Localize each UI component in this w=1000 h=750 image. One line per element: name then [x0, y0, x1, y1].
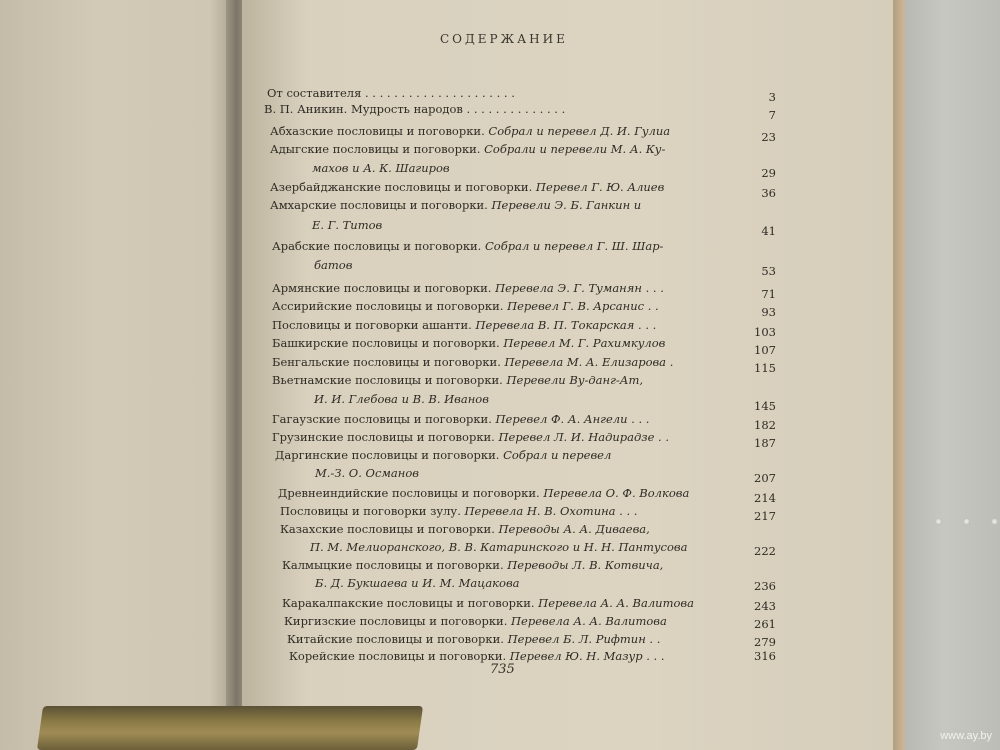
toc-entry-translator: Б. Д. Букшаева и И. М. Мацакова [315, 576, 520, 590]
toc-entry [280, 504, 637, 518]
toc-entry [315, 576, 520, 590]
toc-entry-translator: Перевела Э. Г. Туманян . . . [495, 281, 664, 295]
toc-entry [289, 649, 665, 663]
toc-entry-title: Казахские пословицы и поговорки. [280, 522, 499, 536]
toc-entry [272, 355, 673, 369]
toc-entry-translator: Переводы Л. В. Котвича, [507, 558, 664, 572]
toc-entry-title: Пословицы и поговорки ашанти. [272, 318, 476, 332]
toc-entry [275, 448, 611, 462]
toc-entry-translator: Перевели Ву-данг-Ат, [506, 373, 644, 387]
toc-entry [270, 124, 670, 138]
toc-entry-translator: Перевел Б. Л. Рифтин . . [507, 632, 661, 646]
toc-entry-translator: Собрал и перевел Г. Ш. Шар- [485, 239, 664, 253]
toc-page-number: 207 [754, 471, 776, 485]
toc-entry-translator: Перевела Н. В. Охотина . . . [464, 504, 638, 518]
toc-entry-title: Абхазские пословицы и поговорки. [270, 124, 489, 138]
toc-entry [272, 318, 656, 332]
toc-entry-title: Калмыцкие пословицы и поговорки. [282, 558, 508, 572]
toc-entry-title: Ассирийские пословицы и поговорки. [272, 299, 508, 313]
toc-entry [272, 336, 665, 350]
toc-entry-translator: Перевел Г. В. Арсанис . . [507, 299, 659, 313]
toc-page-number: 3 [768, 90, 776, 104]
toc-page-number: 7 [768, 108, 776, 122]
toc-entry-title: От составителя . . . . . . . . . . . . . . . . . . . . . [267, 86, 515, 100]
toc-entry-translator: Перевел Л. И. Надирадзе . . [498, 430, 669, 444]
toc-entry-translator: Перевела А. А. Валитова [538, 596, 694, 610]
toc-page-number: 182 [754, 418, 776, 432]
toc-page-number: 107 [754, 343, 776, 357]
toc-page-number: 187 [754, 436, 776, 450]
toc-entry-translator: П. М. Мелиоранского, В. В. Катаринского и Н. Н. Пантусова [310, 540, 688, 554]
toc-entry [314, 258, 352, 272]
page-title: СОДЕРЖАНИЕ [440, 32, 568, 46]
toc-entry-title: Грузинские пословицы и поговорки. [272, 430, 499, 444]
toc-entry-translator: Перевела В. П. Токарская . . . [475, 318, 657, 332]
toc-entry-title: Вьетнамские пословицы и поговорки. [272, 373, 507, 387]
toc-entry-translator: Перевела М. А. Елизарова . [504, 355, 674, 369]
toc-entry [272, 412, 649, 426]
toc-entry [287, 632, 660, 646]
toc-page-number: 71 [761, 287, 776, 301]
toc-entry [280, 522, 650, 536]
toc-entry-translator: Собрал и перевел [503, 448, 612, 462]
toc-entry-translator: И. И. Глебова и В. В. Иванов [314, 392, 489, 406]
toc-entry-title: Армянские пословицы и поговорки. [272, 281, 496, 295]
toc-entry [278, 486, 689, 500]
toc-entry-title: Арабские пословицы и поговорки. [272, 239, 485, 253]
toc-page-number: 145 [754, 399, 776, 413]
toc-entry [270, 198, 641, 212]
toc-entry-translator: Перевел Ф. А. Ангели . . . [495, 412, 650, 426]
toc-entry [267, 86, 515, 100]
toc-entry-title: Древнеиндийские пословицы и поговорки. [278, 486, 544, 500]
watermark: www.ay.by [940, 730, 992, 742]
toc-page-number: 41 [761, 224, 776, 238]
toc-entry-translator: Перевела А. А. Валитова [511, 614, 667, 628]
toc-entry-translator: Собрал и перевел Д. И. Гулиа [488, 124, 671, 138]
toc-entry-title: В. П. Аникин. Мудрость народов . . . . . . . . . . . . . . [264, 102, 566, 116]
toc-entry [272, 299, 659, 313]
toc-entry [312, 218, 382, 232]
toc-entry [264, 102, 565, 116]
toc-entry-title: Корейские пословицы и поговорки. [289, 649, 510, 663]
toc-page-number: 217 [754, 509, 776, 523]
toc-entry-translator: Перевел М. Г. Рахимкулов [503, 336, 666, 350]
toc-page-number: 236 [754, 579, 776, 593]
toc-entry [314, 392, 489, 406]
toc-entry-translator: батов [314, 258, 353, 272]
toc-entry-title: Азербайджанские пословицы и поговорки. [270, 180, 536, 194]
toc-entry-translator: Перевели Э. Б. Ганкин и [491, 198, 642, 212]
page-number: 735 [490, 662, 515, 677]
toc-page-number: 222 [754, 544, 776, 558]
toc-entry-title: Пословицы и поговорки зулу. [280, 504, 465, 518]
toc-entry [272, 373, 643, 387]
toc-entry-translator: Собрали и перевели М. А. Ку- [484, 142, 666, 156]
toc-entry-translator: М.-З. О. Османов [315, 466, 419, 480]
toc-entry [310, 540, 687, 554]
toc-page-number: 53 [761, 264, 776, 278]
toc-entry [272, 281, 664, 295]
toc-entry [284, 614, 667, 628]
toc-page-number: 261 [754, 617, 776, 631]
toc-entry-translator: Е. Г. Титов [312, 218, 383, 232]
toc-entry [282, 596, 694, 610]
toc-entry [315, 466, 419, 480]
toc-entry-translator: Перевел Ю. Н. Мазур . . . [509, 649, 665, 663]
toc-entry-title: Бенгальские пословицы и поговорки. [272, 355, 505, 369]
toc-entry-title: Киргизские пословицы и поговорки. [284, 614, 512, 628]
toc-entry-translator: Переводы А. А. Диваева, [498, 522, 650, 536]
toc-entry-title: Гагаузские пословицы и поговорки. [272, 412, 496, 426]
toc-entry-title: Амхарские пословицы и поговорки. [270, 198, 492, 212]
toc-entry-title: Адыгские пословицы и поговорки. [270, 142, 485, 156]
toc-entry-translator: махов и А. К. Шагиров [312, 161, 450, 175]
toc-page-number: 36 [761, 186, 776, 200]
toc-entry-translator: Перевел Г. Ю. Алиев [535, 180, 665, 194]
toc-page-number: 115 [754, 361, 776, 375]
toc-page-number: 279 [754, 635, 776, 649]
toc-entry-translator: Перевела О. Ф. Волкова [543, 486, 690, 500]
toc-entry [272, 430, 669, 444]
toc-entry [270, 142, 665, 156]
toc-entry [270, 180, 664, 194]
toc-entry-title: Каракалпакские пословицы и поговорки. [282, 596, 539, 610]
toc-entry-title: Башкирские пословицы и поговорки. [272, 336, 504, 350]
toc-entry [272, 239, 663, 253]
toc-entry-title: Китайские пословицы и поговорки. [287, 632, 508, 646]
toc-page-number: 316 [754, 649, 776, 663]
toc-entry-title: Даргинские пословицы и поговорки. [275, 448, 504, 462]
toc-entry [312, 161, 450, 175]
toc-page-number: 93 [761, 305, 776, 319]
toc-page-number: 243 [754, 599, 776, 613]
toc-page-number: 23 [761, 130, 776, 144]
toc-page-number: 214 [754, 491, 776, 505]
toc-entry [282, 558, 663, 572]
toc-page-number: 103 [754, 325, 776, 339]
toc-page-number: 29 [761, 166, 776, 180]
